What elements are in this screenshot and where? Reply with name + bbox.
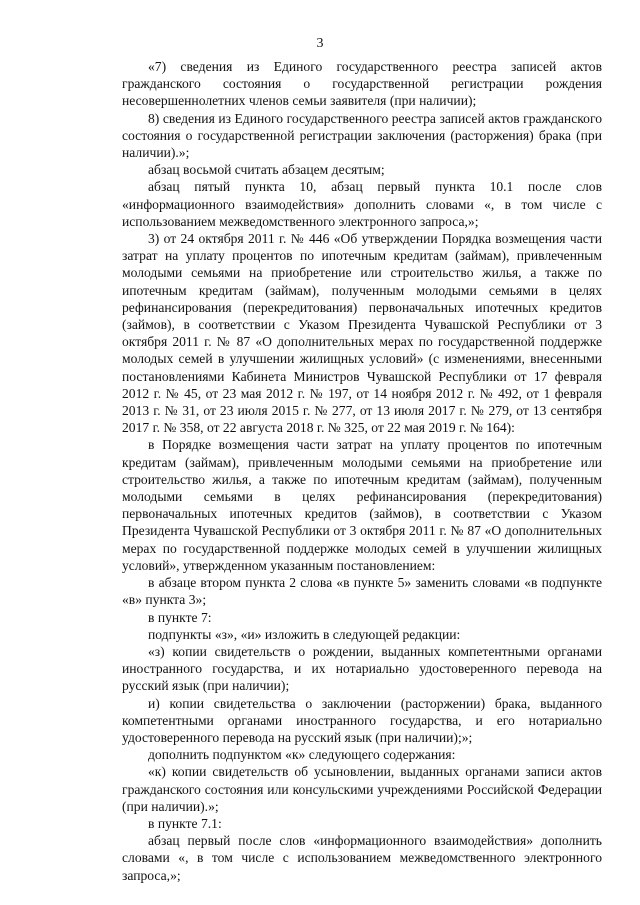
- paragraph: «7) сведения из Единого государственного реестра записей актов гражданского состояния о государственной регистрации рождения несовершеннолетних членов семьи заявителя (при наличии);: [122, 59, 602, 109]
- paragraph: «к) копии свидетельств об усыновлении, выданных органами записи актов гражданского состояния или консульскими учреждениями Российской Федерации (при наличии).»;: [122, 764, 602, 814]
- paragraph: 8) сведения из Единого государственного реестра записей актов гражданского состояния о государственной регистрации заключения (расторжения) брака (при наличии).»;: [122, 110, 602, 161]
- paragraph: в пункте 7.1:: [148, 815, 222, 831]
- paragraph: «з) копии свидетельств о рождении, выданных компетентными органами иностранного государства, и их нотариально удостоверенного перевода на русский язык (при наличии);: [122, 643, 602, 694]
- document-body: [122, 58, 602, 884]
- paragraph: абзац восьмой считать абзацем десятым;: [148, 162, 385, 178]
- paragraph: 3) от 24 октября 2011 г. № 446 «Об утверждении Порядка возмещения части затрат на уплату процентов по ипотечным кредитам (займам), привлеченным молодыми семьями на приобретение или строительство жилья, а также по ипотечным кредитам (займам), полученным молодыми семьями в целях рефинансирования (перекредитования) первоначальных ипотечных кредитов (займов), в соответствии с Указом Президента Чувашской Республики от 3 октября 2011 г. № 87 «О дополнительных мерах по государственной поддержке молодых семей в улучшении жилищных условий» (с изменениями, внесенными постановлениями Кабинета Министров Чувашской Республики от 17 февраля 2012 г. № 45, от 23 мая 2012 г. № 197, от 14 ноября 2012 г. № 492, от 1 февраля 2013 г. № 31, от 23 июля 2015 г. № 277, от 13 июля 2017 г. № 279, от 13 сентября 2017 г. № 358, от 22 августа 2018 г. № 325, от 22 мая 2019 г. № 164):: [122, 231, 602, 436]
- page-number: 3: [316, 36, 324, 51]
- paragraph: подпункты «з», «и» изложить в следующей редакции:: [148, 626, 461, 642]
- paragraph: дополнить подпунктом «к» следующего содержания:: [148, 747, 456, 763]
- paragraph: в Порядке возмещения части затрат на уплату процентов по ипотечным кредитам (займам), привлеченным молодыми семьями на приобретение или строительство жилья, а также по ипотечным кредитам (займам), полученным молодыми семьями в целях рефинансирования (перекредитования) первоначальных ипотечных кредитов (займов), в соответствии с Указом Президента Чувашской Республики от 3 октября 2011 г. № 87 «О дополнительных мерах по государственной поддержке молодых семей в улучшении жилищных условий», утвержденном указанным постановлением:: [122, 437, 602, 573]
- paragraph: в пункте 7:: [148, 609, 212, 625]
- paragraph: в абзаце втором пункта 2 слова «в пункте 5» заменить словами «в подпункте «в» пункта 3»;: [122, 575, 602, 608]
- paragraph: абзац пятый пункта 10, абзац первый пункта 10.1 после слов «информационного взаимодействия» дополнить словами «, в том числе с использованием межведомственного электронного запроса,»;: [122, 179, 602, 229]
- paragraph: и) копии свидетельства о заключении (расторжении) брака, выданного компетентными органами иностранного государства, и его нотариально удостоверенного перевода на русский язык (при наличии);»;: [122, 695, 602, 745]
- paragraph: абзац первый после слов «информационного взаимодействия» дополнить словами «, в том числе с использованием межведомственного электронного запроса,»;: [122, 833, 602, 883]
